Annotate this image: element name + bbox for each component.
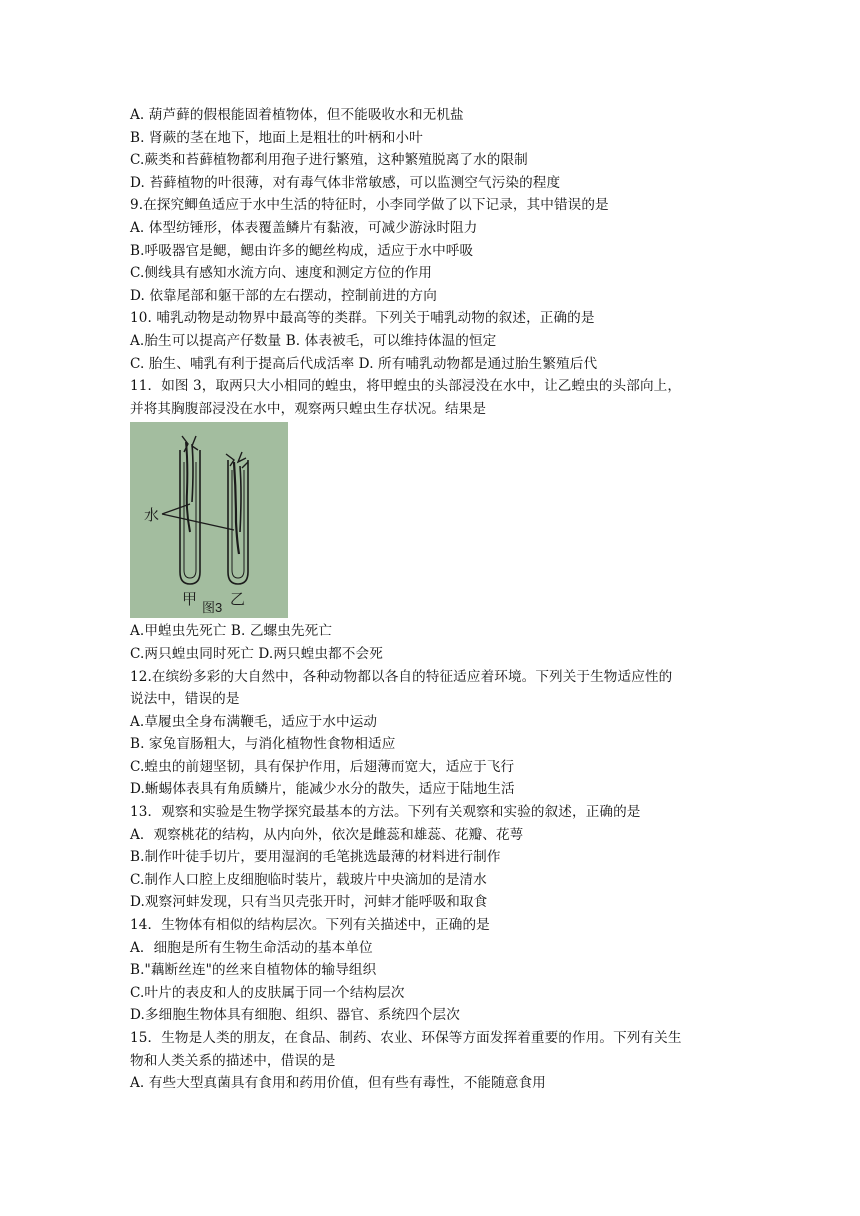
text-line: 10. 哺乳动物是动物界中最高等的类群。下列关于哺乳动物的叙述，正确的是 xyxy=(130,310,595,327)
text-line: 15．生物是人类的朋友，在食品、制药、农业、环保等方面发挥着重要的作用。下列有关生 xyxy=(130,1030,682,1046)
text-line: D.观察河蚌发现，只有当贝壳张开时，河蚌才能呼吸和取食 xyxy=(130,894,488,911)
text-line: 13．观察和实验是生物学探究最基本的方法。下列有关观察和实验的叙述，正确的是 xyxy=(130,804,641,821)
label-yi: 乙 xyxy=(230,591,246,609)
text-line: A.甲蝗虫先死亡 B. 乙螺虫先死亡 xyxy=(130,623,333,640)
text-line: 11．如图 3，取两只大小相同的蝗虫，将甲蝗虫的头部浸没在水中，让乙蝗虫的头部向上， xyxy=(130,378,682,395)
text-line: 12.在缤纷多彩的大自然中，各种动物都以各自的特征适应着环境。下列关于生物适应性的 xyxy=(130,668,673,685)
test-tubes-illustration xyxy=(130,422,288,618)
text-line: C. 胎生、哺乳有利于提高后代成活率 D. 所有哺乳动物都是通过胎生繁殖后代 xyxy=(130,355,598,372)
document-page xyxy=(130,104,740,1095)
text-line: C.蕨类和苔藓植物都利用孢子进行繁殖，这种繁殖脱离了水的限制 xyxy=(130,152,528,169)
text-line: C.制作人口腔上皮细胞临时装片，载玻片中央滴加的是清水 xyxy=(130,871,487,888)
text-line: B. 家兔盲肠粗大，与消化植物性食物相适应 xyxy=(130,736,396,753)
tube-yi-icon xyxy=(226,452,248,584)
text-line: B.制作叶徒手切片，要用湿润的毛笔挑选最薄的材料进行制作 xyxy=(130,849,501,866)
text-block-before-figure xyxy=(130,104,740,420)
text-line: A. 体型纺锤形，体表覆盖鳞片有黏液，可减少游泳时阻力 xyxy=(130,219,478,236)
text-line: A. 葫芦藓的假根能固着植物体，但不能吸收水和无机盐 xyxy=(130,107,464,123)
text-line: D.蜥蜴体表具有角质鳞片，能减少水分的散失，适应于陆地生活 xyxy=(130,781,515,798)
text-line: D. 苔藓植物的叶很薄，对有毒气体非常敏感，可以监测空气污染的程度 xyxy=(130,174,561,191)
text-line: 并将其胸腹部浸没在水中，观察两只蝗虫生存状况。结果是 xyxy=(130,400,487,417)
figure-locust-test-tubes xyxy=(130,422,288,618)
text-line: C.蝗虫的前翅坚韧，具有保护作用，后翅薄而宽大，适应于飞行 xyxy=(130,758,515,775)
text-line: A.草履虫全身布满鞭毛，适应于水中运动 xyxy=(130,713,378,730)
text-line: B. 肾蕨的茎在地下，地面上是粗壮的叶柄和小叶 xyxy=(130,129,423,146)
text-line: 物和人类关系的描述中，借误的是 xyxy=(130,1052,336,1069)
text-line: A．观察桃花的结构，从内向外，依次是雌蕊和雄蕊、花瓣、花萼 xyxy=(130,826,524,843)
text-line: C.叶片的表皮和人的皮肤属于同一个结构层次 xyxy=(130,984,405,1001)
text-line: C.两只蝗虫同时死亡 D.两只蝗虫都不会死 xyxy=(130,645,383,662)
text-line: D. 依靠尾部和躯干部的左右摆动，控制前进的方向 xyxy=(130,287,437,304)
text-line: A. 有些大型真菌具有食用和药用价值，但有些有毒性，不能随意食用 xyxy=(130,1075,546,1092)
text-line: D.多细胞生物体具有细胞、组织、器官、系统四个层次 xyxy=(130,1007,460,1024)
water-pointer-lines xyxy=(162,504,234,530)
text-line: A.胎生可以提高产仔数量 B. 体表被毛，可以维持体温的恒定 xyxy=(130,332,497,349)
tube-jia-icon xyxy=(180,436,200,584)
label-water: 水 xyxy=(144,507,160,525)
text-line: 14．生物体有相似的结构层次。下列有关描述中，正确的是 xyxy=(130,917,490,934)
figure-caption: 图3 xyxy=(202,600,223,616)
label-jia: 甲 xyxy=(182,591,198,609)
text-line: B.呼吸器官是鳃，鳃由许多的鳃丝构成，适应于水中呼吸 xyxy=(130,242,474,259)
text-block-after-figure xyxy=(130,620,740,1094)
text-line: B."藕断丝连"的丝来自植物体的输导组织 xyxy=(130,962,377,979)
text-line: C.侧线具有感知水流方向、速度和测定方位的作用 xyxy=(130,265,433,282)
text-line: 说法中，错误的是 xyxy=(130,691,240,708)
text-line: 9.在探究鲫鱼适应于水中生活的特征时，小李同学做了以下记录，其中错误的是 xyxy=(130,197,609,214)
text-line: A．细胞是所有生物生命活动的基本单位 xyxy=(130,939,373,956)
